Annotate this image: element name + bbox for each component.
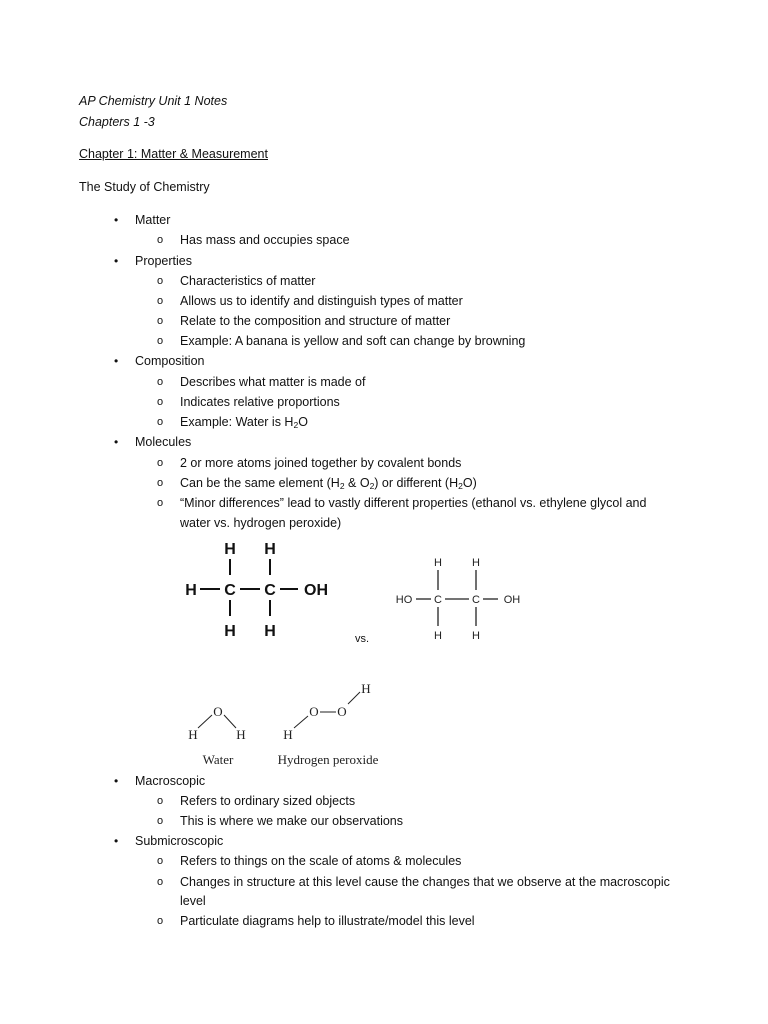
sub-bullet-glyph: o: [157, 815, 164, 827]
sub-bullet-glyph: o: [157, 234, 164, 246]
sub-bullet-glyph: o: [157, 295, 164, 307]
ethylene-glycol-structure: [390, 552, 525, 642]
atom-h: H: [236, 727, 246, 742]
bullet-properties: Properties: [135, 254, 192, 268]
sub-bullet-glyph: o: [157, 497, 164, 509]
atom-c: C: [434, 594, 442, 606]
list-item: Allows us to identify and distinguish types of matter: [180, 294, 463, 308]
atom-o: O: [337, 704, 347, 719]
atom-h: H: [283, 727, 293, 742]
sub-bullet-glyph: o: [157, 876, 164, 888]
sub-bullet-glyph: o: [157, 335, 164, 347]
bullet-glyph: •: [114, 213, 119, 227]
list-item: 2 or more atoms joined together by covalent bonds: [180, 456, 462, 470]
sub-bullet-glyph: o: [157, 457, 164, 469]
list-item-continuation: water vs. hydrogen peroxide): [180, 516, 342, 530]
atom-c: C: [264, 582, 276, 599]
atom-h: H: [472, 630, 480, 642]
atom-h: H: [224, 541, 236, 558]
bullet-molecules: Molecules: [135, 435, 192, 449]
bullet-macroscopic: Macroscopic: [135, 774, 206, 788]
section-heading: The Study of Chemistry: [79, 180, 210, 194]
hydrogen-peroxide-diagram: [264, 676, 394, 770]
list-item: Changes in structure at this level cause the changes that we observe at the macroscopic: [180, 875, 670, 889]
group-oh: OH: [503, 594, 521, 606]
atom-h: H: [434, 630, 442, 642]
sub-bullet-glyph: o: [157, 416, 164, 428]
bullet-matter: Matter: [135, 213, 171, 227]
list-item: Has mass and occupies space: [180, 233, 350, 247]
sub-bullet-glyph: o: [157, 915, 164, 927]
list-item: Refers to ordinary sized objects: [180, 794, 356, 808]
water-caption: Water: [202, 752, 234, 767]
document-subtitle: Chapters 1 -3: [79, 115, 155, 129]
bullet-submicroscopic: Submicroscopic: [135, 834, 224, 848]
list-item: Indicates relative proportions: [180, 395, 340, 409]
bullet-glyph: •: [114, 354, 119, 368]
atom-h: H: [264, 541, 276, 558]
list-item-elements: Can be the same element ($H_2$ & $O_2$) or different $(H_2O)$: [180, 476, 477, 491]
sub-bullet-glyph: o: [157, 275, 164, 287]
sub-bullet-glyph: o: [157, 376, 164, 388]
list-item-continuation: level: [180, 894, 206, 908]
group-ho: HO: [395, 594, 413, 606]
atom-c: C: [224, 582, 236, 599]
sub-bullet-glyph: o: [157, 477, 164, 489]
list-item: Relate to the composition and structure of matter: [180, 314, 451, 328]
peroxide-caption: Hydrogen peroxide: [277, 752, 379, 767]
atom-h: H: [434, 557, 442, 569]
list-item: Example: A banana is yellow and soft can change by browning: [180, 334, 526, 348]
list-item: Particulate diagrams help to illustrate/model this level: [180, 914, 475, 928]
atom-o: O: [213, 704, 223, 719]
list-item: Refers to things on the scale of atoms & molecules: [180, 854, 462, 868]
list-item: Characteristics of matter: [180, 274, 316, 288]
bullet-glyph: •: [114, 774, 119, 788]
list-item-water-formula: Example: Water is $H_2O$: [180, 415, 308, 430]
bullet-glyph: •: [114, 435, 119, 449]
bullet-glyph: •: [114, 834, 119, 848]
water-molecule-diagram: [180, 700, 260, 770]
atom-h: H: [264, 623, 276, 640]
ethanol-structure: [176, 536, 346, 642]
vs-label: vs.: [355, 633, 370, 645]
sub-bullet-glyph: o: [157, 795, 164, 807]
atom-c: C: [472, 594, 480, 606]
sub-bullet-glyph: o: [157, 315, 164, 327]
sub-bullet-glyph: o: [157, 855, 164, 867]
atom-h: H: [472, 557, 480, 569]
atom-h: H: [361, 681, 371, 696]
sub-bullet-glyph: o: [157, 396, 164, 408]
list-item: “Minor differences” lead to vastly different properties (ethanol vs. ethylene glycol and: [180, 496, 647, 510]
bullet-composition: Composition: [135, 354, 205, 368]
document-title: AP Chemistry Unit 1 Notes: [79, 94, 228, 108]
group-oh: OH: [304, 582, 328, 599]
atom-h: H: [224, 623, 236, 640]
atom-h: H: [188, 727, 198, 742]
list-item: This is where we make our observations: [180, 814, 404, 828]
chapter-heading: Chapter 1: Matter & Measurement: [79, 147, 268, 161]
list-item: Describes what matter is made of: [180, 375, 366, 389]
atom-o: O: [309, 704, 319, 719]
bullet-glyph: •: [114, 254, 119, 268]
atom-h: H: [185, 582, 197, 599]
